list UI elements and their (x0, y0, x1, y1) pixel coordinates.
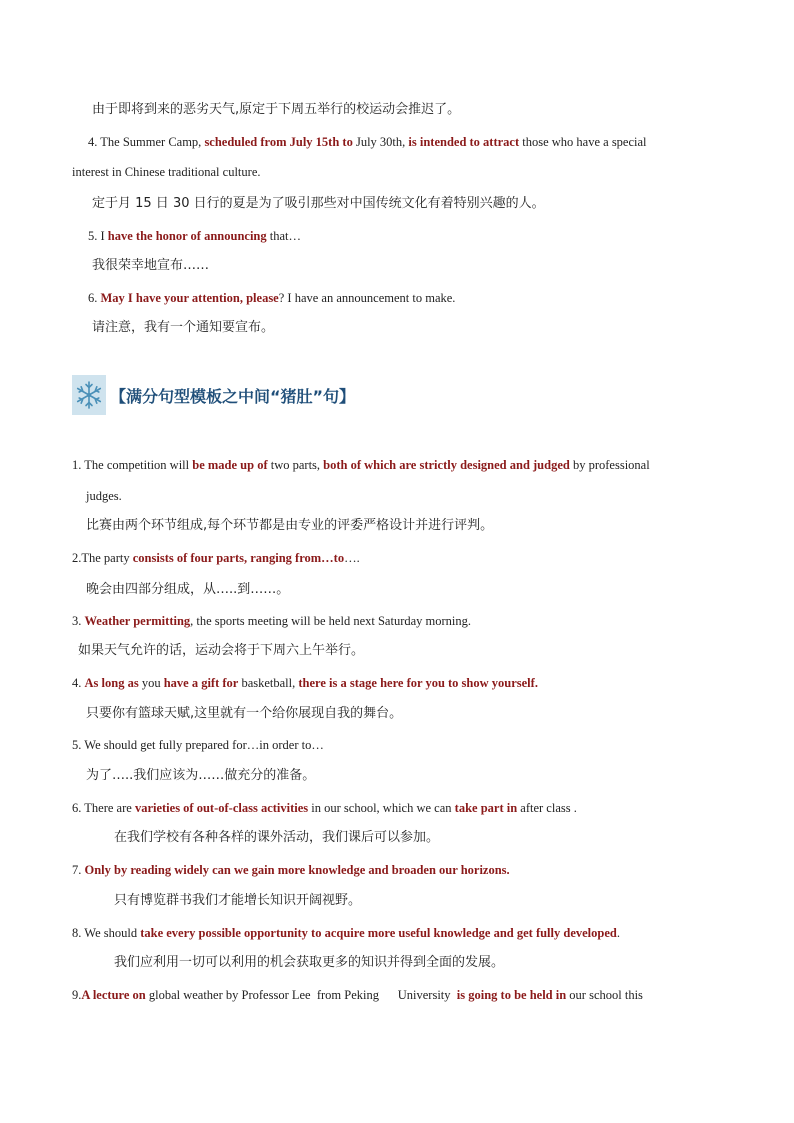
section-heading (72, 375, 355, 415)
item-2-translation: 晚会由四部分组成，从…..到……。 (86, 582, 290, 597)
item-7: 7. Only by reading widely can we gain more knowledge and broaden our horizons. (72, 863, 510, 877)
item-1-translation: 比赛由两个环节组成,每个环节都是由专业的评委严格设计并进行评判。 (86, 518, 494, 533)
sentence-5-honor: 5. I have the honor of announcing that… (88, 229, 302, 243)
item-1-continuation: judges. (86, 489, 122, 503)
snowflake-icon (72, 375, 106, 415)
item-1: 1. The competition will be made up of two parts, both of which are strictly designed and judged by professional (72, 458, 650, 472)
sentence-4-translation: 定于月 15 日 30 日行的夏是为了吸引那些对中国传统文化有着特别兴趣的人。 (92, 196, 545, 211)
sentence-6-attention: 6. May I have your attention, please? I have an announcement to make. (88, 291, 456, 305)
item-3: 3. Weather permitting, the sports meeting will be held next Saturday morning. (72, 614, 472, 628)
item-2: 2.The party consists of four parts, ranging from…to…. (72, 551, 360, 565)
sentence-4-summer-camp: 4. The Summer Camp, scheduled from July 15th to July 30th, is intended to attract those who have a special (88, 135, 647, 149)
sentence-4-continuation: interest in Chinese traditional culture. (72, 165, 261, 179)
item-5: 5. We should get fully prepared for…in order to… (72, 738, 324, 752)
item-8: 8. We should take every possible opportunity to acquire more useful knowledge and get fully developed. (72, 926, 620, 940)
item-5-translation: 为了…..我们应该为……做充分的准备。 (86, 768, 316, 783)
item-8-translation: 我们应利用一切可以利用的机会获取更多的知识并得到全面的发展。 (114, 955, 505, 970)
sentence-3-translation: 由于即将到来的恶劣天气,原定于下周五举行的校运动会推迟了。 (92, 102, 461, 117)
item-4-translation: 只要你有篮球天赋,这里就有一个给你展现自我的舞台。 (86, 706, 403, 721)
item-3-translation: 如果天气允许的话，运动会将于下周六上午举行。 (78, 643, 365, 658)
item-4: 4. As long as you have a gift for basketball, there is a stage here for you to show yourself. (72, 676, 538, 690)
section-title: 【满分句型模板之中间“猪肚”句】 (110, 386, 356, 406)
sentence-5-translation: 我很荣幸地宣布…… (92, 258, 210, 273)
item-9: 9.A lecture on global weather by Professor Lee from Peking University is going to be held in our school this (72, 988, 643, 1002)
item-6-translation: 在我们学校有各种各样的课外活动，我们课后可以参加。 (114, 830, 440, 845)
item-7-translation: 只有博览群书我们才能增长知识开阔视野。 (114, 893, 362, 908)
item-6: 6. There are varieties of out-of-class activities in our school, which we can take part in after class . (72, 801, 577, 815)
sentence-6-translation: 请注意，我有一个通知要宣布。 (92, 320, 275, 335)
